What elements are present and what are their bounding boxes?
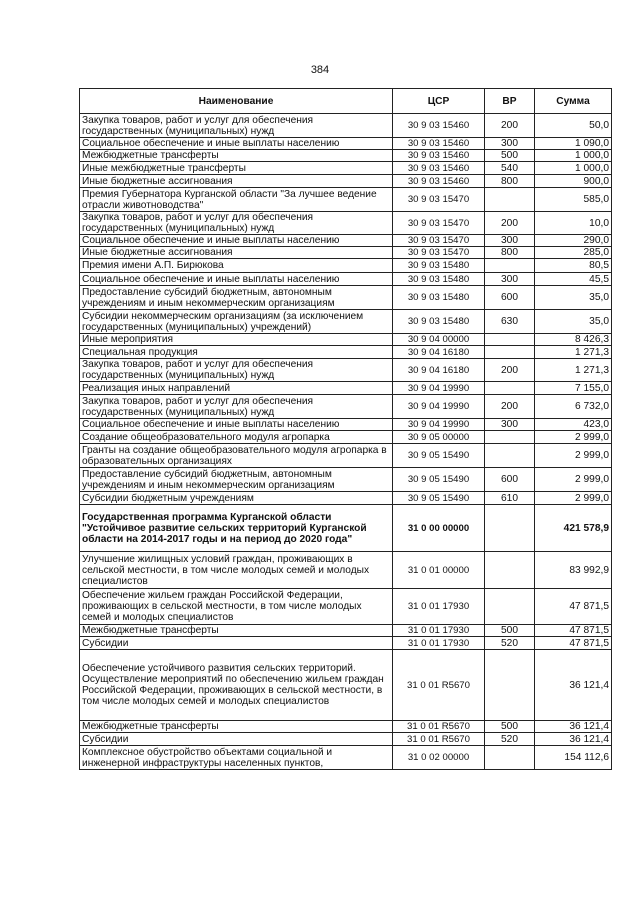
cell-name: Государственная программа Курганской области "Устойчивое развитие сельских территорий Курганской области на 2014-2017 годы и на период до 2020 года" xyxy=(80,505,393,552)
page-number: 384 xyxy=(310,64,330,76)
cell-vr: 200 xyxy=(485,114,535,138)
cell-name: Предоставление субсидий бюджетным, автономным учреждениям и иным некоммерческим организациям xyxy=(80,286,393,310)
cell-vr xyxy=(485,382,535,395)
cell-csr: 31 0 01 R5670 xyxy=(393,721,485,733)
cell-vr xyxy=(485,589,535,625)
table-row xyxy=(80,235,612,247)
cell-csr: 30 9 04 16180 xyxy=(393,359,485,382)
table-row xyxy=(80,419,612,431)
cell-name: Закупка товаров, работ и услуг для обеспечения государственных (муниципальных) нужд xyxy=(80,114,393,138)
cell-csr: 30 9 03 15480 xyxy=(393,273,485,286)
table-row xyxy=(80,721,612,733)
cell-csr: 30 9 05 15490 xyxy=(393,468,485,492)
cell-sum: 7 155,0 xyxy=(535,382,612,395)
cell-name: Социальное обеспечение и иные выплаты населению xyxy=(80,273,393,286)
cell-vr: 200 xyxy=(485,359,535,382)
cell-sum: 47 871,5 xyxy=(535,637,612,650)
cell-name: Комплексное обустройство объектами социальной и инженерной инфраструктуры населенных пунктов, xyxy=(80,746,393,770)
header-sum: Сумма xyxy=(535,89,612,114)
cell-name: Предоставление субсидий бюджетным, автономным учреждениям и иным некоммерческим организациям xyxy=(80,468,393,492)
cell-csr: 31 0 01 17930 xyxy=(393,625,485,637)
cell-vr: 520 xyxy=(485,637,535,650)
cell-csr: 30 9 03 15460 xyxy=(393,114,485,138)
table-row xyxy=(80,259,612,273)
table-row xyxy=(80,552,612,589)
table-row xyxy=(80,175,612,188)
cell-csr: 30 9 03 15460 xyxy=(393,150,485,162)
cell-vr xyxy=(485,505,535,552)
table-row xyxy=(80,273,612,286)
header-csr: ЦСР xyxy=(393,89,485,114)
cell-name: Премия Губернатора Курганской области "За лучшее ведение отрасли животноводства" xyxy=(80,188,393,212)
cell-sum: 47 871,5 xyxy=(535,625,612,637)
cell-csr: 30 9 04 19990 xyxy=(393,395,485,419)
cell-sum: 2 999,0 xyxy=(535,468,612,492)
cell-csr: 30 9 04 19990 xyxy=(393,419,485,431)
cell-vr xyxy=(485,334,535,346)
cell-name: Социальное обеспечение и иные выплаты населению xyxy=(80,138,393,150)
cell-vr: 600 xyxy=(485,286,535,310)
cell-csr: 31 0 02 00000 xyxy=(393,746,485,770)
cell-vr xyxy=(485,431,535,444)
cell-sum: 6 732,0 xyxy=(535,395,612,419)
cell-sum: 2 999,0 xyxy=(535,431,612,444)
cell-vr xyxy=(485,552,535,589)
table-row xyxy=(80,346,612,359)
cell-sum: 36 121,4 xyxy=(535,721,612,733)
cell-name: Социальное обеспечение и иные выплаты населению xyxy=(80,419,393,431)
table-row xyxy=(80,589,612,625)
cell-sum: 2 999,0 xyxy=(535,444,612,468)
cell-name: Премия имени А.П. Бирюкова xyxy=(80,259,393,273)
cell-sum: 1 271,3 xyxy=(535,359,612,382)
cell-sum: 2 999,0 xyxy=(535,492,612,505)
cell-csr: 30 9 05 00000 xyxy=(393,431,485,444)
cell-vr: 540 xyxy=(485,162,535,175)
cell-name: Улучшение жилищных условий граждан, проживающих в сельской местности, в том числе молодых семей и молодых специалистов xyxy=(80,552,393,589)
cell-sum: 45,5 xyxy=(535,273,612,286)
cell-name: Межбюджетные трансферты xyxy=(80,150,393,162)
cell-vr xyxy=(485,346,535,359)
cell-sum: 154 112,6 xyxy=(535,746,612,770)
cell-sum: 83 992,9 xyxy=(535,552,612,589)
cell-sum: 10,0 xyxy=(535,212,612,235)
cell-name: Создание общеобразовательного модуля агропарка xyxy=(80,431,393,444)
cell-vr: 300 xyxy=(485,273,535,286)
cell-vr: 500 xyxy=(485,150,535,162)
cell-vr xyxy=(485,746,535,770)
header-name: Наименование xyxy=(80,89,393,114)
cell-vr: 300 xyxy=(485,419,535,431)
table-body xyxy=(80,114,612,770)
table-row xyxy=(80,138,612,150)
table-row xyxy=(80,650,612,721)
cell-vr: 520 xyxy=(485,733,535,746)
cell-name: Субсидии бюджетным учреждениям xyxy=(80,492,393,505)
table-row xyxy=(80,637,612,650)
cell-vr: 800 xyxy=(485,175,535,188)
cell-name: Субсидии xyxy=(80,733,393,746)
cell-sum: 1 000,0 xyxy=(535,150,612,162)
cell-csr: 30 9 04 16180 xyxy=(393,346,485,359)
cell-vr: 600 xyxy=(485,468,535,492)
cell-csr: 30 9 05 15490 xyxy=(393,444,485,468)
cell-sum: 1 000,0 xyxy=(535,162,612,175)
cell-vr: 800 xyxy=(485,247,535,259)
cell-vr xyxy=(485,259,535,273)
cell-csr: 31 0 00 00000 xyxy=(393,505,485,552)
cell-csr: 31 0 01 00000 xyxy=(393,552,485,589)
cell-name: Иные межбюджетные трансферты xyxy=(80,162,393,175)
table-row xyxy=(80,492,612,505)
cell-vr: 630 xyxy=(485,310,535,334)
cell-sum: 35,0 xyxy=(535,310,612,334)
cell-vr: 610 xyxy=(485,492,535,505)
cell-name: Закупка товаров, работ и услуг для обеспечения государственных (муниципальных) нужд xyxy=(80,359,393,382)
cell-name: Гранты на создание общеобразовательного модуля агропарка в образовательных организациях xyxy=(80,444,393,468)
cell-name: Субсидии некоммерческим организациям (за исключением государственных (муниципальных) учреждений) xyxy=(80,310,393,334)
cell-name: Социальное обеспечение и иные выплаты населению xyxy=(80,235,393,247)
cell-name: Межбюджетные трансферты xyxy=(80,625,393,637)
cell-vr xyxy=(485,444,535,468)
cell-name: Закупка товаров, работ и услуг для обеспечения государственных (муниципальных) нужд xyxy=(80,395,393,419)
table-row xyxy=(80,625,612,637)
cell-name: Субсидии xyxy=(80,637,393,650)
cell-csr: 30 9 05 15490 xyxy=(393,492,485,505)
cell-vr xyxy=(485,650,535,721)
cell-vr xyxy=(485,188,535,212)
cell-name: Реализация иных направлений xyxy=(80,382,393,395)
table-row xyxy=(80,334,612,346)
cell-name: Специальная продукция xyxy=(80,346,393,359)
table-row xyxy=(80,114,612,138)
cell-csr: 30 9 03 15470 xyxy=(393,235,485,247)
table-row xyxy=(80,286,612,310)
cell-sum: 35,0 xyxy=(535,286,612,310)
cell-csr: 31 0 01 R5670 xyxy=(393,733,485,746)
table-row xyxy=(80,395,612,419)
cell-sum: 47 871,5 xyxy=(535,589,612,625)
cell-sum: 36 121,4 xyxy=(535,733,612,746)
cell-csr: 30 9 04 19990 xyxy=(393,382,485,395)
cell-sum: 36 121,4 xyxy=(535,650,612,721)
cell-sum: 900,0 xyxy=(535,175,612,188)
cell-csr: 30 9 03 15460 xyxy=(393,138,485,150)
cell-csr: 31 0 01 R5670 xyxy=(393,650,485,721)
cell-csr: 30 9 03 15460 xyxy=(393,175,485,188)
table-row xyxy=(80,444,612,468)
cell-csr: 30 9 03 15460 xyxy=(393,162,485,175)
table-row xyxy=(80,247,612,259)
cell-csr: 31 0 01 17930 xyxy=(393,589,485,625)
table-row xyxy=(80,733,612,746)
table-row xyxy=(80,382,612,395)
cell-sum: 421 578,9 xyxy=(535,505,612,552)
cell-vr: 300 xyxy=(485,138,535,150)
cell-sum: 1 090,0 xyxy=(535,138,612,150)
cell-csr: 30 9 03 15470 xyxy=(393,188,485,212)
table-row xyxy=(80,505,612,552)
table-header-row xyxy=(80,89,612,114)
cell-csr: 30 9 03 15470 xyxy=(393,247,485,259)
cell-vr: 500 xyxy=(485,721,535,733)
cell-sum: 8 426,3 xyxy=(535,334,612,346)
cell-csr: 30 9 03 15480 xyxy=(393,310,485,334)
cell-name: Иные бюджетные ассигнования xyxy=(80,247,393,259)
cell-name: Межбюджетные трансферты xyxy=(80,721,393,733)
cell-csr: 30 9 04 00000 xyxy=(393,334,485,346)
cell-name: Обеспечение устойчивого развития сельских территорий. Осуществление мероприятий по обеспечению жильем граждан Российской Федерации, проживающих в сельской местности, в том числе молодых семей и молодых специалистов xyxy=(80,650,393,721)
budget-table xyxy=(79,88,612,770)
table-row xyxy=(80,310,612,334)
cell-name: Иные бюджетные ассигнования xyxy=(80,175,393,188)
cell-csr: 30 9 03 15480 xyxy=(393,259,485,273)
table-row xyxy=(80,212,612,235)
cell-sum: 585,0 xyxy=(535,188,612,212)
cell-name: Обеспечение жильем граждан Российской Федерации, проживающих в сельской местности, в том числе молодых семей и молодых специалистов xyxy=(80,589,393,625)
cell-sum: 1 271,3 xyxy=(535,346,612,359)
table-row xyxy=(80,746,612,770)
table-row xyxy=(80,150,612,162)
table-row xyxy=(80,188,612,212)
table-row xyxy=(80,359,612,382)
cell-sum: 285,0 xyxy=(535,247,612,259)
cell-vr: 500 xyxy=(485,625,535,637)
table-row xyxy=(80,468,612,492)
cell-csr: 30 9 03 15470 xyxy=(393,212,485,235)
cell-sum: 423,0 xyxy=(535,419,612,431)
cell-sum: 290,0 xyxy=(535,235,612,247)
cell-csr: 31 0 01 17930 xyxy=(393,637,485,650)
cell-sum: 50,0 xyxy=(535,114,612,138)
table-row xyxy=(80,431,612,444)
cell-sum: 80,5 xyxy=(535,259,612,273)
cell-name: Закупка товаров, работ и услуг для обеспечения государственных (муниципальных) нужд xyxy=(80,212,393,235)
cell-vr: 300 xyxy=(485,235,535,247)
cell-vr: 200 xyxy=(485,395,535,419)
cell-vr: 200 xyxy=(485,212,535,235)
cell-name: Иные мероприятия xyxy=(80,334,393,346)
header-vr: ВР xyxy=(485,89,535,114)
cell-csr: 30 9 03 15480 xyxy=(393,286,485,310)
table-row xyxy=(80,162,612,175)
